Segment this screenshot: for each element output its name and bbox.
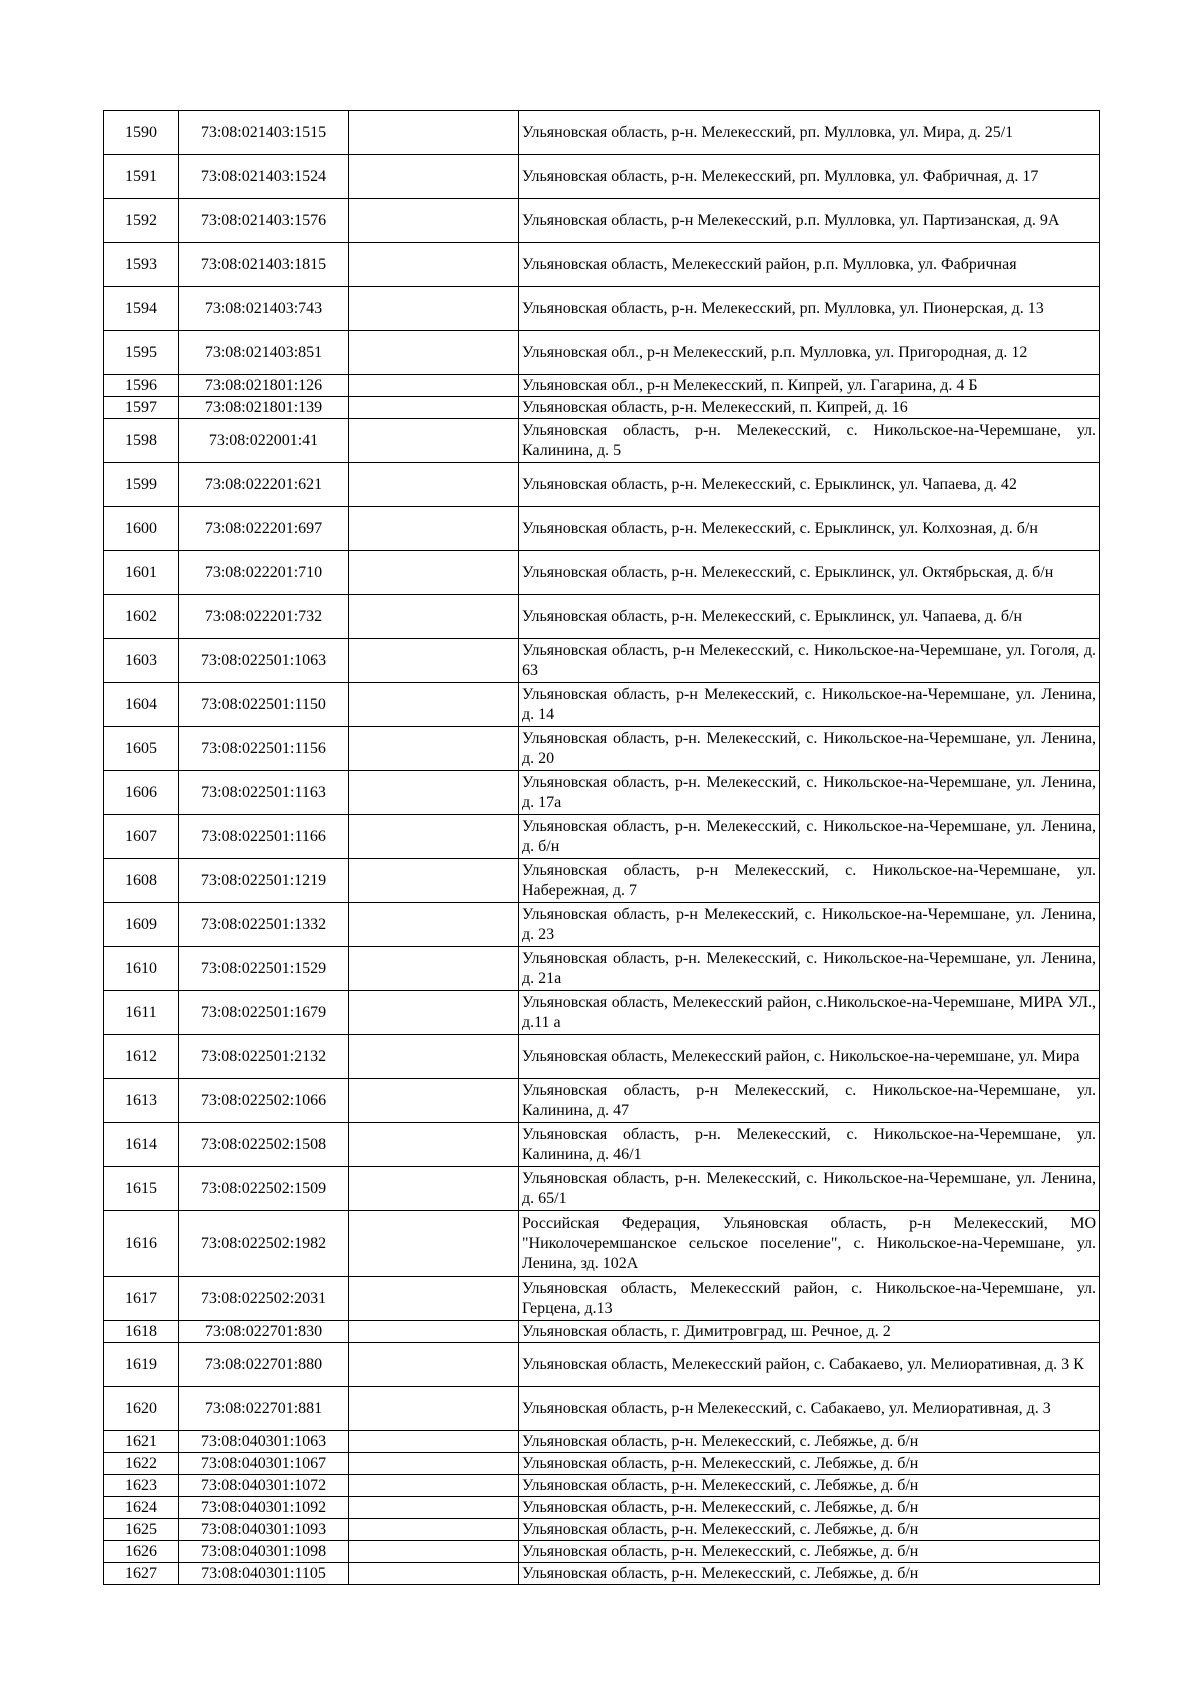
address: Российская Федерация, Ульяновская область, р-н Мелекесский, МО "Николочеремшанское сельское поселение", с. Никольское-на-Черемшане, ул. Ленина, зд. 102А xyxy=(519,1211,1100,1277)
table-row xyxy=(104,991,1100,1035)
address: Ульяновская область, р-н. Мелекесский, с. Никольское-на-Черемшане, ул. Ленина, д. 17а xyxy=(519,771,1100,815)
cadastral-number: 73:08:040301:1098 xyxy=(179,1541,349,1563)
row-number: 1606 xyxy=(104,771,179,815)
address: Ульяновская область, р-н Мелекесский, с. Сабакаево, ул. Мелиоративная, д. 3 xyxy=(519,1387,1100,1431)
address: Ульяновская область, р-н. Мелекесский, с. Никольское-на-Черемшане, ул. Ленина, д. б/н xyxy=(519,815,1100,859)
cadastral-number: 73:08:022501:1332 xyxy=(179,903,349,947)
address: Ульяновская область, р-н Мелекесский, р.п. Мулловка, ул. Партизанская, д. 9А xyxy=(519,199,1100,243)
table-row xyxy=(104,551,1100,595)
table-row xyxy=(104,1519,1100,1541)
row-number: 1612 xyxy=(104,1035,179,1079)
cadastral-number: 73:08:022501:1150 xyxy=(179,683,349,727)
table-row xyxy=(104,199,1100,243)
table-row xyxy=(104,859,1100,903)
empty-cell xyxy=(349,1541,519,1563)
table-row xyxy=(104,727,1100,771)
empty-cell xyxy=(349,1343,519,1387)
address: Ульяновская область, Мелекесский район, с. Никольское-на-Черемшане, ул. Герцена, д.13 xyxy=(519,1277,1100,1321)
address: Ульяновская область, р-н. Мелекесский, с. Лебяжье, д. б/н xyxy=(519,1431,1100,1453)
address: Ульяновская область, р-н. Мелекесский, с. Никольское-на-Черемшане, ул. Ленина, д. 65/1 xyxy=(519,1167,1100,1211)
cadastral-number: 73:08:022502:1982 xyxy=(179,1211,349,1277)
address: Ульяновская область, р-н. Мелекесский, с. Лебяжье, д. б/н xyxy=(519,1475,1100,1497)
address: Ульяновская область, р-н. Мелекесский, с. Никольское-на-Черемшане, ул. Калинина, д. 46/1 xyxy=(519,1123,1100,1167)
cadastral-number: 73:08:022201:710 xyxy=(179,551,349,595)
empty-cell xyxy=(349,1453,519,1475)
row-number: 1605 xyxy=(104,727,179,771)
row-number: 1622 xyxy=(104,1453,179,1475)
empty-cell xyxy=(349,683,519,727)
address: Ульяновская область, р-н. Мелекесский, рп. Мулловка, ул. Пионерская, д. 13 xyxy=(519,287,1100,331)
empty-cell xyxy=(349,727,519,771)
row-number: 1611 xyxy=(104,991,179,1035)
cadastral-number: 73:08:022701:880 xyxy=(179,1343,349,1387)
table-row xyxy=(104,1431,1100,1453)
table-row xyxy=(104,507,1100,551)
empty-cell xyxy=(349,947,519,991)
empty-cell xyxy=(349,1167,519,1211)
row-number: 1615 xyxy=(104,1167,179,1211)
cadastral-number: 73:08:022201:621 xyxy=(179,463,349,507)
cadastral-number: 73:08:040301:1093 xyxy=(179,1519,349,1541)
empty-cell xyxy=(349,375,519,397)
row-number: 1603 xyxy=(104,639,179,683)
row-number: 1591 xyxy=(104,155,179,199)
address: Ульяновская область, р-н. Мелекесский, рп. Мулловка, ул. Фабричная, д. 17 xyxy=(519,155,1100,199)
row-number: 1621 xyxy=(104,1431,179,1453)
cadastral-number: 73:08:021403:1576 xyxy=(179,199,349,243)
row-number: 1607 xyxy=(104,815,179,859)
row-number: 1597 xyxy=(104,397,179,419)
table-row xyxy=(104,287,1100,331)
empty-cell xyxy=(349,815,519,859)
empty-cell xyxy=(349,991,519,1035)
empty-cell xyxy=(349,1211,519,1277)
empty-cell xyxy=(349,903,519,947)
cadastral-number: 73:08:040301:1092 xyxy=(179,1497,349,1519)
table-row xyxy=(104,1387,1100,1431)
row-number: 1599 xyxy=(104,463,179,507)
cadastral-number: 73:08:022501:2132 xyxy=(179,1035,349,1079)
address: Ульяновская обл., р-н Мелекесский, р.п. Мулловка, ул. Пригородная, д. 12 xyxy=(519,331,1100,375)
cadastral-number: 73:08:022502:1509 xyxy=(179,1167,349,1211)
cadastral-number: 73:08:022501:1166 xyxy=(179,815,349,859)
cadastral-number: 73:08:022501:1063 xyxy=(179,639,349,683)
empty-cell xyxy=(349,1277,519,1321)
row-number: 1623 xyxy=(104,1475,179,1497)
cadastral-number: 73:08:021403:743 xyxy=(179,287,349,331)
address: Ульяновская область, г. Димитровград, ш. Речное, д. 2 xyxy=(519,1321,1100,1343)
row-number: 1601 xyxy=(104,551,179,595)
row-number: 1595 xyxy=(104,331,179,375)
table-row xyxy=(104,397,1100,419)
empty-cell xyxy=(349,199,519,243)
row-number: 1604 xyxy=(104,683,179,727)
empty-cell xyxy=(349,287,519,331)
cadastral-number: 73:08:022501:1219 xyxy=(179,859,349,903)
table-row xyxy=(104,419,1100,463)
table-row xyxy=(104,463,1100,507)
cadastral-number: 73:08:021403:1515 xyxy=(179,111,349,155)
address: Ульяновская область, р-н. Мелекесский, с. Лебяжье, д. б/н xyxy=(519,1453,1100,1475)
cadastral-number: 73:08:022701:881 xyxy=(179,1387,349,1431)
row-number: 1598 xyxy=(104,419,179,463)
table-row xyxy=(104,1035,1100,1079)
table-row xyxy=(104,947,1100,991)
table-row xyxy=(104,1343,1100,1387)
cadastral-number: 73:08:021403:1524 xyxy=(179,155,349,199)
table-row xyxy=(104,331,1100,375)
empty-cell xyxy=(349,1431,519,1453)
cadastral-number: 73:08:040301:1105 xyxy=(179,1563,349,1585)
address: Ульяновская область, р-н. Мелекесский, рп. Мулловка, ул. Мира, д. 25/1 xyxy=(519,111,1100,155)
table-row xyxy=(104,1123,1100,1167)
address: Ульяновская область, р-н. Мелекесский, с. Ерыклинск, ул. Чапаева, д. б/н xyxy=(519,595,1100,639)
empty-cell xyxy=(349,771,519,815)
cadastral-number: 73:08:040301:1067 xyxy=(179,1453,349,1475)
row-number: 1602 xyxy=(104,595,179,639)
address: Ульяновская область, Мелекесский район, с. Сабакаево, ул. Мелиоративная, д. 3 К xyxy=(519,1343,1100,1387)
cadastral-number: 73:08:040301:1063 xyxy=(179,1431,349,1453)
empty-cell xyxy=(349,1497,519,1519)
table-row xyxy=(104,243,1100,287)
row-number: 1594 xyxy=(104,287,179,331)
row-number: 1608 xyxy=(104,859,179,903)
row-number: 1614 xyxy=(104,1123,179,1167)
cadastral-number: 73:08:022501:1156 xyxy=(179,727,349,771)
table-row xyxy=(104,683,1100,727)
row-number: 1618 xyxy=(104,1321,179,1343)
address: Ульяновская область, р-н. Мелекесский, с. Никольское-на-Черемшане, ул. Ленина, д. 21а xyxy=(519,947,1100,991)
empty-cell xyxy=(349,1475,519,1497)
table-row xyxy=(104,903,1100,947)
empty-cell xyxy=(349,419,519,463)
table-row xyxy=(104,375,1100,397)
empty-cell xyxy=(349,551,519,595)
empty-cell xyxy=(349,397,519,419)
cadastral-number: 73:08:021403:1815 xyxy=(179,243,349,287)
row-number: 1592 xyxy=(104,199,179,243)
address: Ульяновская область, р-н. Мелекесский, с. Лебяжье, д. б/н xyxy=(519,1519,1100,1541)
empty-cell xyxy=(349,639,519,683)
cadastral-number: 73:08:040301:1072 xyxy=(179,1475,349,1497)
row-number: 1627 xyxy=(104,1563,179,1585)
table-row xyxy=(104,155,1100,199)
table-row xyxy=(104,595,1100,639)
row-number: 1619 xyxy=(104,1343,179,1387)
table-row xyxy=(104,1497,1100,1519)
empty-cell xyxy=(349,507,519,551)
empty-cell xyxy=(349,1079,519,1123)
address: Ульяновская область, Мелекесский район, с. Никольское-на-черемшане, ул. Мира xyxy=(519,1035,1100,1079)
empty-cell xyxy=(349,243,519,287)
cadastral-number: 73:08:022501:1679 xyxy=(179,991,349,1035)
row-number: 1593 xyxy=(104,243,179,287)
table-row xyxy=(104,1079,1100,1123)
table-row xyxy=(104,1541,1100,1563)
row-number: 1610 xyxy=(104,947,179,991)
cadastral-number: 73:08:022502:1066 xyxy=(179,1079,349,1123)
empty-cell xyxy=(349,1563,519,1585)
table-row xyxy=(104,1167,1100,1211)
address: Ульяновская область, р-н. Мелекесский, с. Лебяжье, д. б/н xyxy=(519,1541,1100,1563)
address: Ульяновская область, р-н. Мелекесский, с. Лебяжье, д. б/н xyxy=(519,1497,1100,1519)
address: Ульяновская область, р-н. Мелекесский, п. Кипрей, д. 16 xyxy=(519,397,1100,419)
cadastral-table xyxy=(103,110,1100,1585)
cadastral-number: 73:08:022501:1529 xyxy=(179,947,349,991)
row-number: 1616 xyxy=(104,1211,179,1277)
address: Ульяновская область, р-н Мелекесский, с. Никольское-на-Черемшане, ул. Ленина, д. 14 xyxy=(519,683,1100,727)
empty-cell xyxy=(349,1123,519,1167)
empty-cell xyxy=(349,1387,519,1431)
row-number: 1596 xyxy=(104,375,179,397)
row-number: 1624 xyxy=(104,1497,179,1519)
cadastral-number: 73:08:022201:732 xyxy=(179,595,349,639)
cadastral-number: 73:08:022501:1163 xyxy=(179,771,349,815)
address: Ульяновская область, р-н Мелекесский, с. Никольское-на-Черемшане, ул. Набережная, д. 7 xyxy=(519,859,1100,903)
address: Ульяновская область, Мелекесский район, р.п. Мулловка, ул. Фабричная xyxy=(519,243,1100,287)
cadastral-number: 73:08:022001:41 xyxy=(179,419,349,463)
address: Ульяновская область, р-н. Мелекесский, с. Лебяжье, д. б/н xyxy=(519,1563,1100,1585)
table-row xyxy=(104,1277,1100,1321)
table-row xyxy=(104,771,1100,815)
address: Ульяновская область, Мелекесский район, с.Никольское-на-Черемшане, МИРА УЛ., д.11 а xyxy=(519,991,1100,1035)
row-number: 1600 xyxy=(104,507,179,551)
row-number: 1620 xyxy=(104,1387,179,1431)
table-row xyxy=(104,1211,1100,1277)
empty-cell xyxy=(349,1035,519,1079)
table-row xyxy=(104,1321,1100,1343)
table-row xyxy=(104,639,1100,683)
table-row xyxy=(104,1453,1100,1475)
empty-cell xyxy=(349,111,519,155)
table-row xyxy=(104,815,1100,859)
address: Ульяновская область, р-н. Мелекесский, с. Никольское-на-Черемшане, ул. Калинина, д. 5 xyxy=(519,419,1100,463)
cadastral-number: 73:08:021801:126 xyxy=(179,375,349,397)
cadastral-number: 73:08:022502:2031 xyxy=(179,1277,349,1321)
empty-cell xyxy=(349,1519,519,1541)
address: Ульяновская обл., р-н Мелекесский, п. Кипрей, ул. Гагарина, д. 4 Б xyxy=(519,375,1100,397)
table-row xyxy=(104,111,1100,155)
cadastral-number: 73:08:021801:139 xyxy=(179,397,349,419)
table-body xyxy=(104,111,1100,1585)
row-number: 1626 xyxy=(104,1541,179,1563)
empty-cell xyxy=(349,155,519,199)
empty-cell xyxy=(349,1321,519,1343)
row-number: 1590 xyxy=(104,111,179,155)
address: Ульяновская область, р-н Мелекесский, с. Никольское-на-Черемшане, ул. Калинина, д. 47 xyxy=(519,1079,1100,1123)
table-row xyxy=(104,1563,1100,1585)
empty-cell xyxy=(349,463,519,507)
empty-cell xyxy=(349,595,519,639)
address: Ульяновская область, р-н Мелекесский, с. Никольское-на-Черемшане, ул. Гоголя, д. 63 xyxy=(519,639,1100,683)
empty-cell xyxy=(349,331,519,375)
row-number: 1625 xyxy=(104,1519,179,1541)
address: Ульяновская область, р-н. Мелекесский, с. Ерыклинск, ул. Колхозная, д. б/н xyxy=(519,507,1100,551)
address: Ульяновская область, р-н. Мелекесский, с. Ерыклинск, ул. Октябрьская, д. б/н xyxy=(519,551,1100,595)
address: Ульяновская область, р-н. Мелекесский, с. Ерыклинск, ул. Чапаева, д. 42 xyxy=(519,463,1100,507)
row-number: 1609 xyxy=(104,903,179,947)
address: Ульяновская область, р-н Мелекесский, с. Никольское-на-Черемшане, ул. Ленина, д. 23 xyxy=(519,903,1100,947)
cadastral-number: 73:08:022502:1508 xyxy=(179,1123,349,1167)
cadastral-number: 73:08:022201:697 xyxy=(179,507,349,551)
empty-cell xyxy=(349,859,519,903)
table-row xyxy=(104,1475,1100,1497)
cadastral-number: 73:08:022701:830 xyxy=(179,1321,349,1343)
row-number: 1613 xyxy=(104,1079,179,1123)
cadastral-number: 73:08:021403:851 xyxy=(179,331,349,375)
row-number: 1617 xyxy=(104,1277,179,1321)
address: Ульяновская область, р-н. Мелекесский, с. Никольское-на-Черемшане, ул. Ленина, д. 20 xyxy=(519,727,1100,771)
